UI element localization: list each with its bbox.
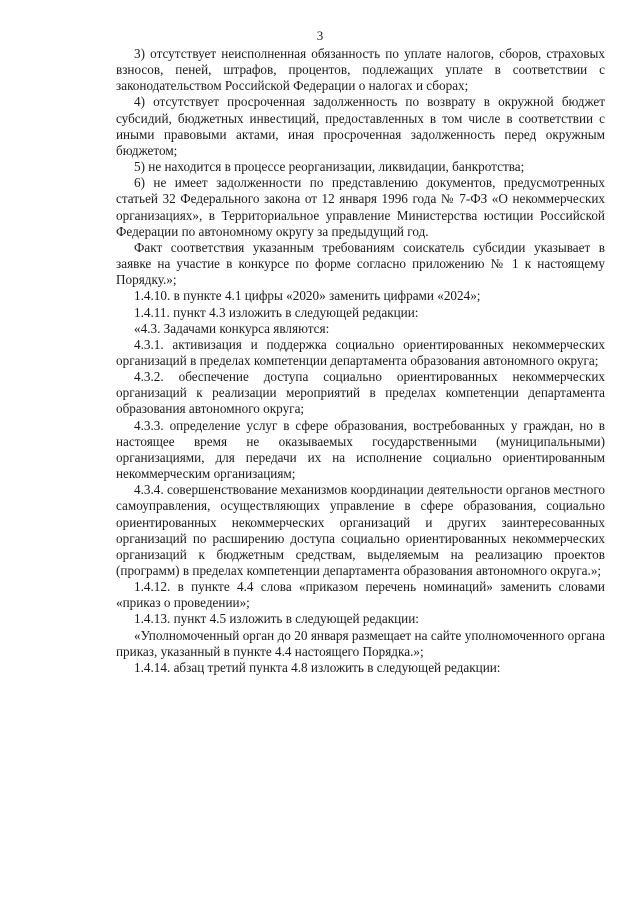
paragraph-4-3-3: 4.3.3. определение услуг в сфере образования, востребованных у граждан, но в настоящее время не оказываемых государственными (муниципальными) организациями, для передачи их на исполнение социально ориентированным некоммерческим организациям; bbox=[116, 417, 605, 482]
document-body bbox=[116, 46, 605, 676]
paragraph-1-4-12: 1.4.12. в пункте 4.4 слова «приказом перечень номинаций» заменить словами «приказ о проведении»; bbox=[116, 579, 605, 611]
paragraph-4-3-4: 4.3.4. совершенствование механизмов координации деятельности органов местного самоуправления, осуществляющих управление в сфере образования, социально ориентированных некоммерческих организаций и других заинтересованных организаций по расширению доступа социально ориентированных некоммерческих организаций к бюджетным средствам, выделяемым на реализацию проектов (программ) в пределах компетенции департамента образования автономного округа.»; bbox=[116, 482, 605, 578]
paragraph-1-4-14: 1.4.14. абзац третий пункта 4.8 изложить в следующей редакции: bbox=[134, 659, 501, 675]
paragraph-1-4-11: 1.4.11. пункт 4.3 изложить в следующей редакции: bbox=[134, 304, 419, 320]
paragraph-4-3-1: 4.3.1. активизация и поддержка социально ориентированных некоммерческих организаций в пределах компетенции департамента образования автономного округа; bbox=[116, 336, 605, 368]
paragraph-4-3-2: 4.3.2. обеспечение доступа социально ориентированных некоммерческих организаций к реализации мероприятий в пределах компетенции департамента образования автономного округа; bbox=[116, 369, 605, 417]
paragraph-item-3: 3) отсутствует неисполненная обязанность по уплате налогов, сборов, страховых взносов, пеней, штрафов, процентов, подлежащих уплате в соответствии с законодательством Российской Федерации о налогах и сборах; bbox=[116, 46, 605, 94]
paragraph-item-4: 4) отсутствует просроченная задолженность по возврату в окружной бюджет субсидий, бюджетных инвестиций, предоставленных в том числе в соответствии с иными правовыми актами, иная просроченная задолженность перед окружным бюджетом; bbox=[116, 94, 605, 158]
paragraph-4-3: «4.3. Задачами конкурса являются: bbox=[134, 320, 330, 336]
page-number: 3 bbox=[316, 28, 324, 43]
paragraph-4-5-text: «Уполномоченный орган до 20 января размещает на сайте уполномоченного органа приказ, указанный в пункте 4.4 настоящего Порядка.»; bbox=[116, 627, 605, 659]
paragraph-1-4-10: 1.4.10. в пункте 4.1 цифры «2020» заменить цифрами «2024»; bbox=[134, 288, 481, 304]
paragraph-fact: Факт соответствия указанным требованиям соискатель субсидии указывает в заявке на участие в конкурсе по форме согласно приложению № 1 к настоящему Порядку.»; bbox=[116, 239, 605, 288]
paragraph-item-5: 5) не находится в процессе реорганизации, ликвидации, банкротства; bbox=[134, 159, 525, 175]
paragraph-item-6: 6) не имеет задолженности по представлению документов, предусмотренных статьей 32 Федерального закона от 12 января 1996 года № 7-ФЗ «О некоммерческих организациях», в Территориальное управление Министерства юстиции Российской Федерации по автономному округу за предыдущий год. bbox=[116, 175, 605, 239]
paragraph-1-4-13: 1.4.13. пункт 4.5 изложить в следующей редакции: bbox=[134, 611, 419, 627]
